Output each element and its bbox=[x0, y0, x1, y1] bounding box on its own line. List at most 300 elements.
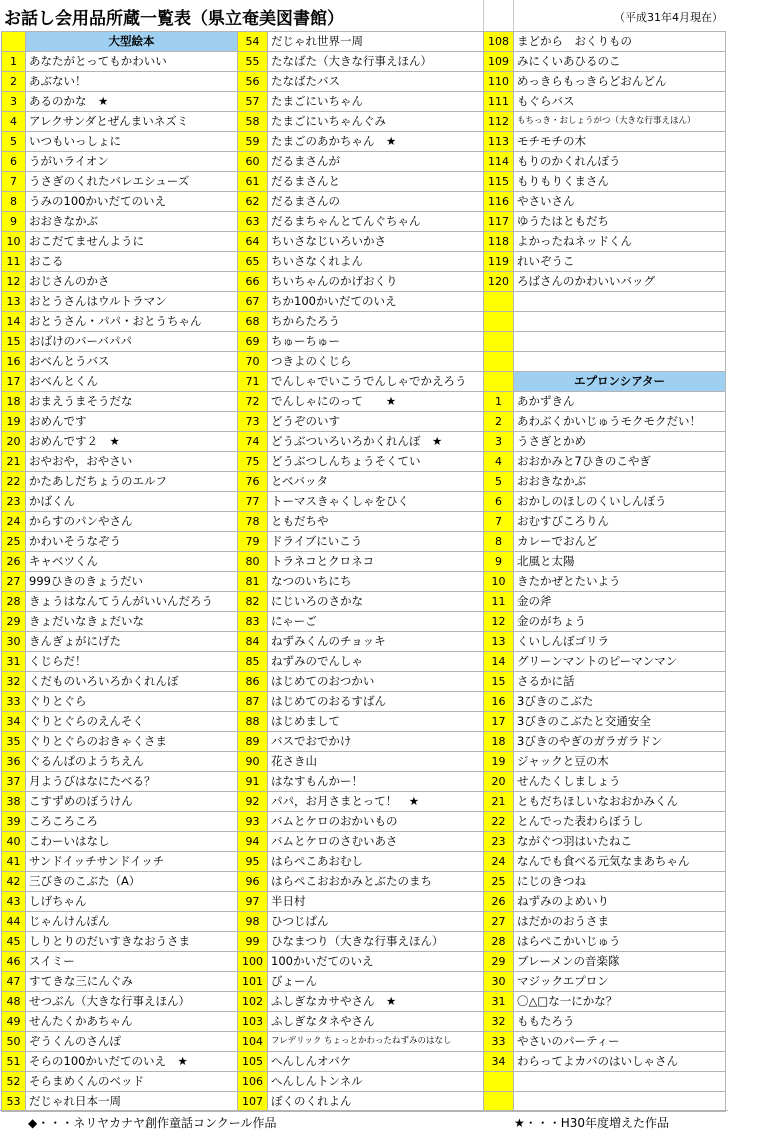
empty-title-cell bbox=[514, 312, 726, 332]
item-number: 10 bbox=[484, 572, 514, 592]
item-number: 82 bbox=[238, 592, 268, 612]
item-number: 29 bbox=[2, 612, 26, 632]
item-number: 73 bbox=[238, 412, 268, 432]
item-number: 57 bbox=[238, 92, 268, 112]
table-row bbox=[2, 312, 726, 332]
table-row bbox=[2, 372, 726, 392]
item-number: 45 bbox=[2, 932, 26, 952]
item-title: とんでった表わらぼうし bbox=[514, 812, 726, 832]
item-title: パパ，お月さまとって！ ★ bbox=[268, 792, 484, 812]
item-number: 15 bbox=[2, 332, 26, 352]
item-number: 99 bbox=[238, 932, 268, 952]
item-number: 108 bbox=[484, 32, 514, 52]
table-row bbox=[2, 772, 726, 792]
item-title: もりもりくまさん bbox=[514, 172, 726, 192]
item-title: あわぶくかいじゅうモクモクだい！ bbox=[514, 412, 726, 432]
table-row bbox=[2, 432, 726, 452]
item-number: 119 bbox=[484, 252, 514, 272]
item-title: グリーンマントのピーマンマン bbox=[514, 652, 726, 672]
item-number: 23 bbox=[484, 832, 514, 852]
item-number: 9 bbox=[2, 212, 26, 232]
item-number: 35 bbox=[2, 732, 26, 752]
item-number: 79 bbox=[238, 532, 268, 552]
item-title: おおきなかぶ bbox=[514, 472, 726, 492]
table-row bbox=[2, 192, 726, 212]
item-title: 3びきのこぶたと交通安全 bbox=[514, 712, 726, 732]
item-title: ふしぎなカサやさん ★ bbox=[268, 992, 484, 1012]
item-number: 103 bbox=[238, 1012, 268, 1032]
item-title: サンドイッチサンドイッチ bbox=[26, 852, 238, 872]
item-number: 11 bbox=[2, 252, 26, 272]
item-number: 22 bbox=[484, 812, 514, 832]
item-title: とべバッタ bbox=[268, 472, 484, 492]
table-row bbox=[2, 232, 726, 252]
item-number: 116 bbox=[484, 192, 514, 212]
item-number: 2 bbox=[2, 72, 26, 92]
table-row bbox=[2, 132, 726, 152]
item-number: 44 bbox=[2, 912, 26, 932]
item-title: にじいろのさかな bbox=[268, 592, 484, 612]
item-title: よかったねネッドくん bbox=[514, 232, 726, 252]
item-title: あるのかな ★ bbox=[26, 92, 238, 112]
item-number: 49 bbox=[2, 1012, 26, 1032]
item-number: 20 bbox=[484, 772, 514, 792]
item-title: だるまさんと bbox=[268, 172, 484, 192]
item-number: 61 bbox=[238, 172, 268, 192]
item-number: 104 bbox=[238, 1032, 268, 1052]
item-number: 86 bbox=[238, 672, 268, 692]
item-number: 48 bbox=[2, 992, 26, 1012]
item-number: 42 bbox=[2, 872, 26, 892]
item-title: にじのきつね bbox=[514, 872, 726, 892]
table-row bbox=[2, 352, 726, 372]
item-title: おべんとくん bbox=[26, 372, 238, 392]
item-number: 55 bbox=[238, 52, 268, 72]
item-number: 37 bbox=[2, 772, 26, 792]
item-number: 120 bbox=[484, 272, 514, 292]
item-number: 18 bbox=[2, 392, 26, 412]
item-title: きたかぜとたいよう bbox=[514, 572, 726, 592]
item-number: 112 bbox=[484, 112, 514, 132]
legend-star: ★・・・H30年度増えた作品 bbox=[514, 1116, 670, 1130]
table-row bbox=[2, 712, 726, 732]
table-row bbox=[2, 252, 726, 272]
item-number: 14 bbox=[484, 652, 514, 672]
item-title: ひつじぱん bbox=[268, 912, 484, 932]
table-row bbox=[2, 952, 726, 972]
table-row bbox=[2, 892, 726, 912]
section-header: エプロンシアター bbox=[514, 372, 726, 392]
item-number: 10 bbox=[2, 232, 26, 252]
item-title: ともだちほしいなおおかみくん bbox=[514, 792, 726, 812]
item-title: バスでおでかけ bbox=[268, 732, 484, 752]
table-row bbox=[2, 92, 726, 112]
table-row bbox=[2, 672, 726, 692]
item-number: 90 bbox=[238, 752, 268, 772]
item-number: 85 bbox=[238, 652, 268, 672]
item-title: おべんとうバス bbox=[26, 352, 238, 372]
item-number: 32 bbox=[2, 672, 26, 692]
item-number: 18 bbox=[484, 732, 514, 752]
item-number: 69 bbox=[238, 332, 268, 352]
table-row bbox=[2, 792, 726, 812]
item-number: 14 bbox=[2, 312, 26, 332]
item-title: 金のがちょう bbox=[514, 612, 726, 632]
item-title: どうぶつしんちょうそくてい bbox=[268, 452, 484, 472]
item-number: 64 bbox=[238, 232, 268, 252]
empty-title-cell bbox=[514, 1092, 726, 1112]
item-number: 16 bbox=[484, 692, 514, 712]
empty-title-cell bbox=[514, 292, 726, 312]
item-number: 56 bbox=[238, 72, 268, 92]
table-row bbox=[2, 812, 726, 832]
empty-number-cell bbox=[484, 312, 514, 332]
item-title: やさいのパーティー bbox=[514, 1032, 726, 1052]
item-number: 1 bbox=[484, 392, 514, 412]
item-title: へんしんトンネル bbox=[268, 1072, 484, 1092]
table-row bbox=[2, 852, 726, 872]
item-title: うがいライオン bbox=[26, 152, 238, 172]
item-title: ちか100かいだてのいえ bbox=[268, 292, 484, 312]
item-number: 2 bbox=[484, 412, 514, 432]
empty-number-cell bbox=[484, 332, 514, 352]
item-title: おめんです bbox=[26, 412, 238, 432]
table-row bbox=[2, 732, 726, 752]
item-number: 60 bbox=[238, 152, 268, 172]
item-number: 98 bbox=[238, 912, 268, 932]
item-title: ちいさなじいろいかさ bbox=[268, 232, 484, 252]
item-number: 16 bbox=[2, 352, 26, 372]
item-number: 101 bbox=[238, 972, 268, 992]
item-number: 32 bbox=[484, 1012, 514, 1032]
section-number-cell bbox=[484, 372, 514, 392]
table-row bbox=[2, 1072, 726, 1092]
item-title: こわーいはなし bbox=[26, 832, 238, 852]
table-row bbox=[2, 152, 726, 172]
item-title: おめんです２ ★ bbox=[26, 432, 238, 452]
item-title: おこる bbox=[26, 252, 238, 272]
item-number: 58 bbox=[238, 112, 268, 132]
item-title: ふしぎなタネやさん bbox=[268, 1012, 484, 1032]
item-title: せつぶん（大きな行事えほん） bbox=[26, 992, 238, 1012]
item-title: しげちゃん bbox=[26, 892, 238, 912]
item-number: 23 bbox=[2, 492, 26, 512]
item-title: ももたろう bbox=[514, 1012, 726, 1032]
table-row bbox=[2, 652, 726, 672]
legend-diamond: ◆・・・ネリヤカナヤ創作童話コンクール作品 bbox=[28, 1116, 277, 1130]
item-number: 41 bbox=[2, 852, 26, 872]
table-row bbox=[2, 592, 726, 612]
item-number: 54 bbox=[238, 32, 268, 52]
item-title: めっきらもっきらどおんどん bbox=[514, 72, 726, 92]
item-title: トラネコとクロネコ bbox=[268, 552, 484, 572]
table-row bbox=[2, 292, 726, 312]
item-title: くいしんぼゴリラ bbox=[514, 632, 726, 652]
item-number: 27 bbox=[2, 572, 26, 592]
item-title: もりのかくれんぼう bbox=[514, 152, 726, 172]
item-title: きょだいなきょだいな bbox=[26, 612, 238, 632]
item-number: 72 bbox=[238, 392, 268, 412]
item-title: スイミー bbox=[26, 952, 238, 972]
item-title: ちいちゃんのかげおくり bbox=[268, 272, 484, 292]
item-number: 107 bbox=[238, 1092, 268, 1112]
item-title: おおきなかぶ bbox=[26, 212, 238, 232]
item-title: おやおや，おやさい bbox=[26, 452, 238, 472]
item-number: 71 bbox=[238, 372, 268, 392]
item-number: 31 bbox=[484, 992, 514, 1012]
table-row bbox=[2, 72, 726, 92]
table-row bbox=[2, 912, 726, 932]
item-number: 109 bbox=[484, 52, 514, 72]
item-title: なつのいちにち bbox=[268, 572, 484, 592]
item-number: 89 bbox=[238, 732, 268, 752]
item-title: はらぺこかいじゅう bbox=[514, 932, 726, 952]
item-title: だるまさんが bbox=[268, 152, 484, 172]
item-title: 北風と太陽 bbox=[514, 552, 726, 572]
item-title: もぐらバス bbox=[514, 92, 726, 112]
item-number: 7 bbox=[484, 512, 514, 532]
item-title: バムとケロのおかいもの bbox=[268, 812, 484, 832]
item-title: なんでも食べる元気なまあちゃん bbox=[514, 852, 726, 872]
table-row bbox=[2, 572, 726, 592]
item-number: 1 bbox=[2, 52, 26, 72]
table-row bbox=[2, 52, 726, 72]
item-number: 88 bbox=[238, 712, 268, 732]
section-number-cell bbox=[2, 32, 26, 52]
item-number: 3 bbox=[484, 432, 514, 452]
item-title: ころころころ bbox=[26, 812, 238, 832]
table-row bbox=[2, 552, 726, 572]
item-title: はだかのおうさま bbox=[514, 912, 726, 932]
table-row bbox=[2, 32, 726, 52]
item-title: いつもいっしょに bbox=[26, 132, 238, 152]
item-number: 40 bbox=[2, 832, 26, 852]
item-title: ぐりとぐら bbox=[26, 692, 238, 712]
table-row bbox=[2, 492, 726, 512]
item-number: 65 bbox=[238, 252, 268, 272]
table-row bbox=[2, 532, 726, 552]
item-number: 33 bbox=[484, 1032, 514, 1052]
item-number: 20 bbox=[2, 432, 26, 452]
item-title: あかずきん bbox=[514, 392, 726, 412]
item-title: にゃーご bbox=[268, 612, 484, 632]
item-number: 43 bbox=[2, 892, 26, 912]
item-number: 106 bbox=[238, 1072, 268, 1092]
item-number: 34 bbox=[2, 712, 26, 732]
item-title: ひなまつり（大きな行事えほん） bbox=[268, 932, 484, 952]
item-number: 4 bbox=[484, 452, 514, 472]
table-row bbox=[2, 512, 726, 532]
item-title: フレデリック ちょっとかわったねずみのはなし bbox=[268, 1032, 484, 1052]
item-number: 59 bbox=[238, 132, 268, 152]
table-row bbox=[2, 1092, 726, 1112]
table-row bbox=[2, 472, 726, 492]
table-row bbox=[2, 1032, 726, 1052]
item-number: 3 bbox=[2, 92, 26, 112]
empty-number-cell bbox=[484, 1072, 514, 1092]
item-title: ねずみくんのチョッキ bbox=[268, 632, 484, 652]
item-title: せんたくしましょう bbox=[514, 772, 726, 792]
item-title: カレーでおんど bbox=[514, 532, 726, 552]
table-row bbox=[2, 452, 726, 472]
item-title: でんしゃにのって ★ bbox=[268, 392, 484, 412]
sheet-header bbox=[0, 0, 728, 32]
item-number: 68 bbox=[238, 312, 268, 332]
item-number: 21 bbox=[2, 452, 26, 472]
item-title: そらの100かいだてのいえ ★ bbox=[26, 1052, 238, 1072]
item-number: 39 bbox=[2, 812, 26, 832]
item-number: 113 bbox=[484, 132, 514, 152]
table-row bbox=[2, 412, 726, 432]
item-number: 6 bbox=[2, 152, 26, 172]
item-title: ちいさなくれよん bbox=[268, 252, 484, 272]
item-title: だるまちゃんとてんぐちゃん bbox=[268, 212, 484, 232]
item-number: 24 bbox=[2, 512, 26, 532]
item-number: 5 bbox=[2, 132, 26, 152]
item-title: ながぐつ羽はいたねこ bbox=[514, 832, 726, 852]
item-title: くじらだ！ bbox=[26, 652, 238, 672]
item-title: あなたがとってもかわいい bbox=[26, 52, 238, 72]
item-number: 25 bbox=[484, 872, 514, 892]
item-number: 66 bbox=[238, 272, 268, 292]
item-title: たまごにいちゃん bbox=[268, 92, 484, 112]
item-number: 105 bbox=[238, 1052, 268, 1072]
item-number: 38 bbox=[2, 792, 26, 812]
item-title: おばけのバーバパパ bbox=[26, 332, 238, 352]
item-title: ともだちや bbox=[268, 512, 484, 532]
item-title: はらぺこおおかみとぶたのまち bbox=[268, 872, 484, 892]
item-title: ろばさんのかわいいバッグ bbox=[514, 272, 726, 292]
item-number: 17 bbox=[2, 372, 26, 392]
item-number: 80 bbox=[238, 552, 268, 572]
table-row bbox=[2, 872, 726, 892]
empty-number-cell bbox=[484, 352, 514, 372]
header-divider bbox=[513, 0, 514, 32]
item-title: きんぎょがにげた bbox=[26, 632, 238, 652]
table-row bbox=[2, 392, 726, 412]
item-title: ちゅーちゅー bbox=[268, 332, 484, 352]
item-number: 19 bbox=[484, 752, 514, 772]
item-number: 25 bbox=[2, 532, 26, 552]
item-number: 30 bbox=[484, 972, 514, 992]
item-title: マジックエプロン bbox=[514, 972, 726, 992]
item-title: おとうさん・パパ・おとうちゃん bbox=[26, 312, 238, 332]
item-title: ぼくのくれよん bbox=[268, 1092, 484, 1112]
item-title: じゃんけんぽん bbox=[26, 912, 238, 932]
item-title: つきよのくじら bbox=[268, 352, 484, 372]
item-number: 47 bbox=[2, 972, 26, 992]
item-number: 29 bbox=[484, 952, 514, 972]
item-title: くだものいろいろかくれんぼ bbox=[26, 672, 238, 692]
item-number: 81 bbox=[238, 572, 268, 592]
item-number: 7 bbox=[2, 172, 26, 192]
item-title: だるまさんの bbox=[268, 192, 484, 212]
item-number: 8 bbox=[2, 192, 26, 212]
item-number: 21 bbox=[484, 792, 514, 812]
empty-title-cell bbox=[514, 352, 726, 372]
item-title: たまごのあかちゃん ★ bbox=[268, 132, 484, 152]
item-number: 74 bbox=[238, 432, 268, 452]
item-title: 半日村 bbox=[268, 892, 484, 912]
item-number: 24 bbox=[484, 852, 514, 872]
item-title: おこだてませんように bbox=[26, 232, 238, 252]
item-title: ねずみのよめいり bbox=[514, 892, 726, 912]
item-title: ゆうたはともだち bbox=[514, 212, 726, 232]
item-title: はなすもんかー！ bbox=[268, 772, 484, 792]
item-title: たまごにいちゃんぐみ bbox=[268, 112, 484, 132]
item-title: ブレーメンの音楽隊 bbox=[514, 952, 726, 972]
item-number: 76 bbox=[238, 472, 268, 492]
item-title: はじめまして bbox=[268, 712, 484, 732]
item-title: 金の斧 bbox=[514, 592, 726, 612]
item-title: はじめてのおつかい bbox=[268, 672, 484, 692]
item-number: 8 bbox=[484, 532, 514, 552]
item-title: トーマスきゃくしゃをひく bbox=[268, 492, 484, 512]
item-number: 84 bbox=[238, 632, 268, 652]
item-number: 93 bbox=[238, 812, 268, 832]
item-title: さるかに話 bbox=[514, 672, 726, 692]
item-number: 4 bbox=[2, 112, 26, 132]
item-number: 83 bbox=[238, 612, 268, 632]
item-number: 26 bbox=[2, 552, 26, 572]
item-number: 50 bbox=[2, 1032, 26, 1052]
item-number: 110 bbox=[484, 72, 514, 92]
item-number: 5 bbox=[484, 472, 514, 492]
item-number: 77 bbox=[238, 492, 268, 512]
item-title: 3びきのやぎのガラガラドン bbox=[514, 732, 726, 752]
as-of-date: （平成31年4月現在） bbox=[614, 11, 723, 24]
table-row bbox=[2, 212, 726, 232]
item-number: 9 bbox=[484, 552, 514, 572]
item-number: 53 bbox=[2, 1092, 26, 1112]
table-row bbox=[2, 632, 726, 652]
item-title: れいぞうこ bbox=[514, 252, 726, 272]
item-title: かたあしだちょうのエルフ bbox=[26, 472, 238, 492]
item-title: ドライブにいこう bbox=[268, 532, 484, 552]
item-title: モチモチの木 bbox=[514, 132, 726, 152]
table-row bbox=[2, 272, 726, 292]
item-number: 75 bbox=[238, 452, 268, 472]
item-title: ぐるんぱのようちえん bbox=[26, 752, 238, 772]
item-title: みにくいあひるのこ bbox=[514, 52, 726, 72]
item-number: 91 bbox=[238, 772, 268, 792]
item-number: 34 bbox=[484, 1052, 514, 1072]
item-title: ねずみのでんしゃ bbox=[268, 652, 484, 672]
item-number: 28 bbox=[484, 932, 514, 952]
table-row bbox=[2, 752, 726, 772]
item-title: あぶない！ bbox=[26, 72, 238, 92]
item-number: 19 bbox=[2, 412, 26, 432]
item-title: キャベツくん bbox=[26, 552, 238, 572]
item-title: ちからたろう bbox=[268, 312, 484, 332]
item-title: 三びきのこぶた（A） bbox=[26, 872, 238, 892]
item-title: おまえうまそうだな bbox=[26, 392, 238, 412]
item-title: うみの100かいだてのいえ bbox=[26, 192, 238, 212]
item-number: 15 bbox=[484, 672, 514, 692]
page-title: お話し会用品所蔵一覧表（県立奄美図書館） bbox=[4, 9, 344, 29]
item-number: 36 bbox=[2, 752, 26, 772]
item-number: 94 bbox=[238, 832, 268, 852]
empty-title-cell bbox=[514, 1072, 726, 1092]
section-header: 大型絵本 bbox=[26, 32, 238, 52]
item-number: 96 bbox=[238, 872, 268, 892]
item-number: 12 bbox=[484, 612, 514, 632]
item-number: 118 bbox=[484, 232, 514, 252]
item-title: ぐりとぐらのおきゃくさま bbox=[26, 732, 238, 752]
item-number: 46 bbox=[2, 952, 26, 972]
item-title: どうぶついろいろかくれんぼ ★ bbox=[268, 432, 484, 452]
item-number: 62 bbox=[238, 192, 268, 212]
